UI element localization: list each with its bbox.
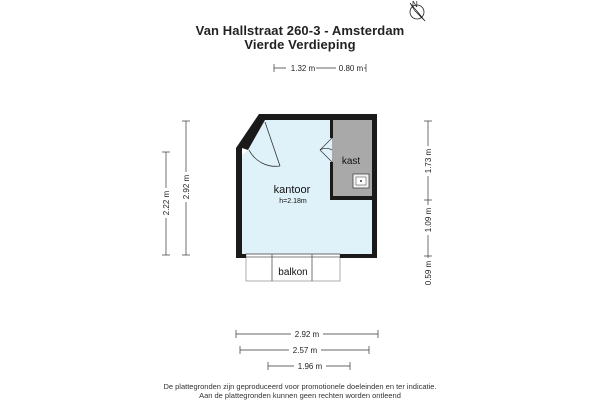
compass-label: N (412, 0, 418, 9)
dim-right-bottom: 0.59 m (424, 260, 433, 286)
dim-top-right: 0.80 m (338, 64, 364, 73)
dim-top-left: 1.32 m (290, 64, 316, 73)
sink-icon (353, 174, 369, 188)
dim-left-outer: 2.92 m (182, 174, 191, 200)
kantoor-label: kantoor (273, 184, 311, 196)
disclaimer-line-1: De plattegronden zijn geproduceerd voor promotionele doeleinden en ter indicatie. (163, 382, 437, 391)
plan-title: Van Hallstraat 260-3 - Amsterdam (195, 23, 405, 38)
dim-bottom-2: 2.57 m (292, 346, 318, 355)
dim-bottom-1: 2.92 m (294, 330, 320, 339)
disclaimer-line-2: Aan de plattegronden kunnen geen rechten worden ontleend (199, 391, 401, 400)
dim-bottom-3: 1.96 m (297, 362, 323, 371)
dim-right-mid: 1.09 m (424, 207, 433, 233)
balkon-label: balkon (278, 267, 308, 278)
dim-right-top: 1.73 m (424, 148, 433, 174)
north-arrow-icon (410, 0, 425, 21)
dim-left-inner: 2.22 m (162, 190, 171, 216)
floor-subtitle: Vierde Verdieping (244, 37, 356, 52)
kast-label: kast (341, 156, 361, 167)
kantoor-height: h=2.18m (279, 198, 307, 205)
